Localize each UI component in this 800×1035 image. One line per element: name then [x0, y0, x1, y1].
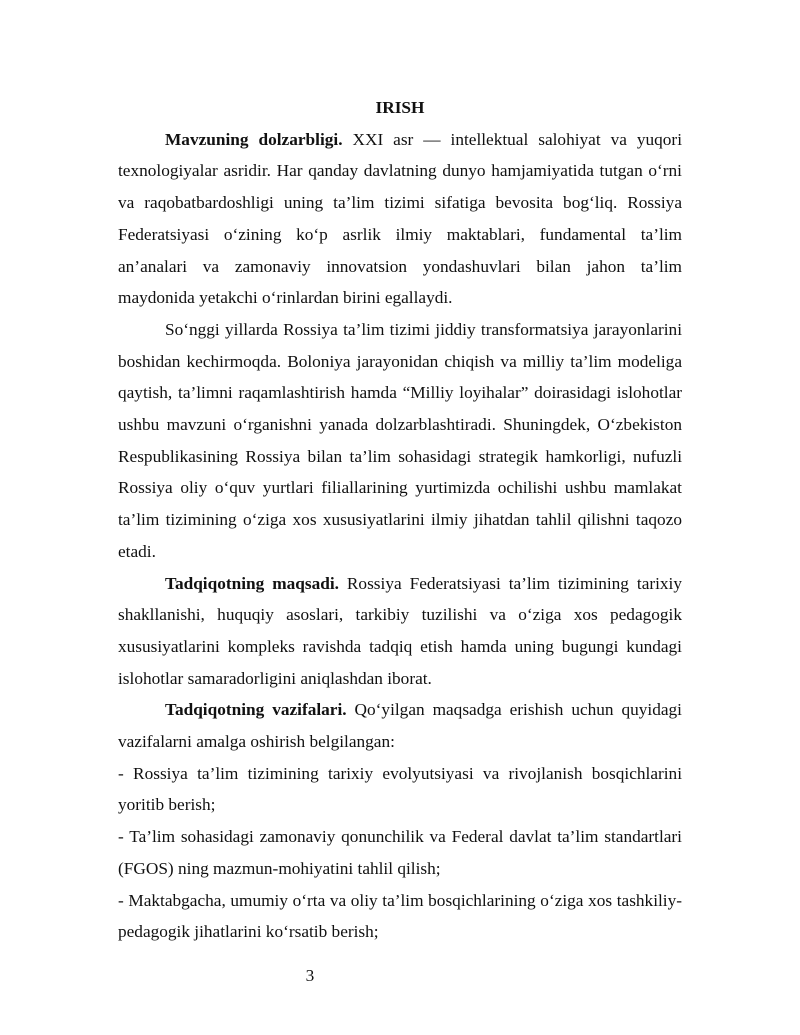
- paragraph-text: XXI asr — intellektual salohiyat va yuqori texnologiyalar asridir. Har qanday davlatning dunyo hamjamiyatida tutgan o‘rni va raqobatbardoshligi uning ta’lim tizimi sifatiga bevosita bog‘liq. Rossiya Federatsiyasi o‘zining ko‘p asrlik ilmiy maktablari, fundamental ta’lim an’analari va zamonaviy innovatsion yondashuvlari bilan jahon ta’lim maydonida yetakchi o‘rinlardan birini egallaydi.: [118, 129, 682, 308]
- paragraph-context: [118, 314, 682, 568]
- list-item: - Rossiya ta’lim tizimining tarixiy evolyutsiyasi va rivojlanish bosqichlarini yoritib berish;: [118, 763, 682, 815]
- paragraph-text: So‘nggi yillarda Rossiya ta’lim tizimi jiddiy transformatsiya jarayonlarini boshidan kechirmoqda. Boloniya jarayonidan chiqish va milliy ta’lim modeliga qaytish, ta’limni raqamlashtirish hamda “Milliy loyihalar” doirasidagi islohotlar ushbu mavzuni o‘rganishni yanada dolzarblashtiradi. Shuningdek, O‘zbekiston Respublikasining Rossiya bilan ta’lim sohasidagi strategik hamkorligi, nufuzli Rossiya oliy o‘quv yurtlari filiallarining yurtimizda ochilishi ushbu mamlakat ta’lim tizimining o‘ziga xos xususiyatlarini ilmiy jihatdan tahlil qilishni taqozo etadi.: [118, 319, 682, 561]
- paragraph-tasks: [118, 694, 682, 757]
- document-page: [118, 92, 682, 948]
- list-item: - Ta’lim sohasidagi zamonaviy qonunchilik va Federal davlat ta’lim standartlari (FGOS) ning mazmun-mohiyatini tahlil qilish;: [118, 827, 682, 878]
- section-heading: IRISH: [375, 98, 425, 117]
- paragraph-lead: Tadqiqotning maqsadi.: [165, 573, 339, 593]
- paragraph-relevance: [118, 124, 682, 314]
- paragraph-lead: Mavzuning dolzarbligi.: [165, 129, 343, 149]
- paragraph-text: Qo‘yilgan maqsadga erishish uchun quyidagi vazifalarni amalga oshirish belgilangan:: [118, 700, 682, 752]
- paragraph-text: Rossiya Federatsiyasi ta’lim tizimining tarixiy shakllanishi, huquqiy asoslari, tarkibiy tuzilishi va o‘ziga xos pedagogik xususiyatlarini kompleks ravishda tadqiq etish hamda uning bugungi kundagi islohotlar samaradorligini aniqlashdan iborat.: [118, 573, 683, 688]
- paragraph-lead: Tadqiqotning vazifalari.: [165, 700, 347, 720]
- list-item: - Maktabgacha, umumiy o‘rta va oliy ta’lim bosqichlarining o‘ziga xos tashkiliy-pedagogik jihatlarini ko‘rsatib berish;: [118, 890, 682, 942]
- paragraph-goal: [118, 568, 682, 695]
- page-number: 3: [305, 966, 315, 985]
